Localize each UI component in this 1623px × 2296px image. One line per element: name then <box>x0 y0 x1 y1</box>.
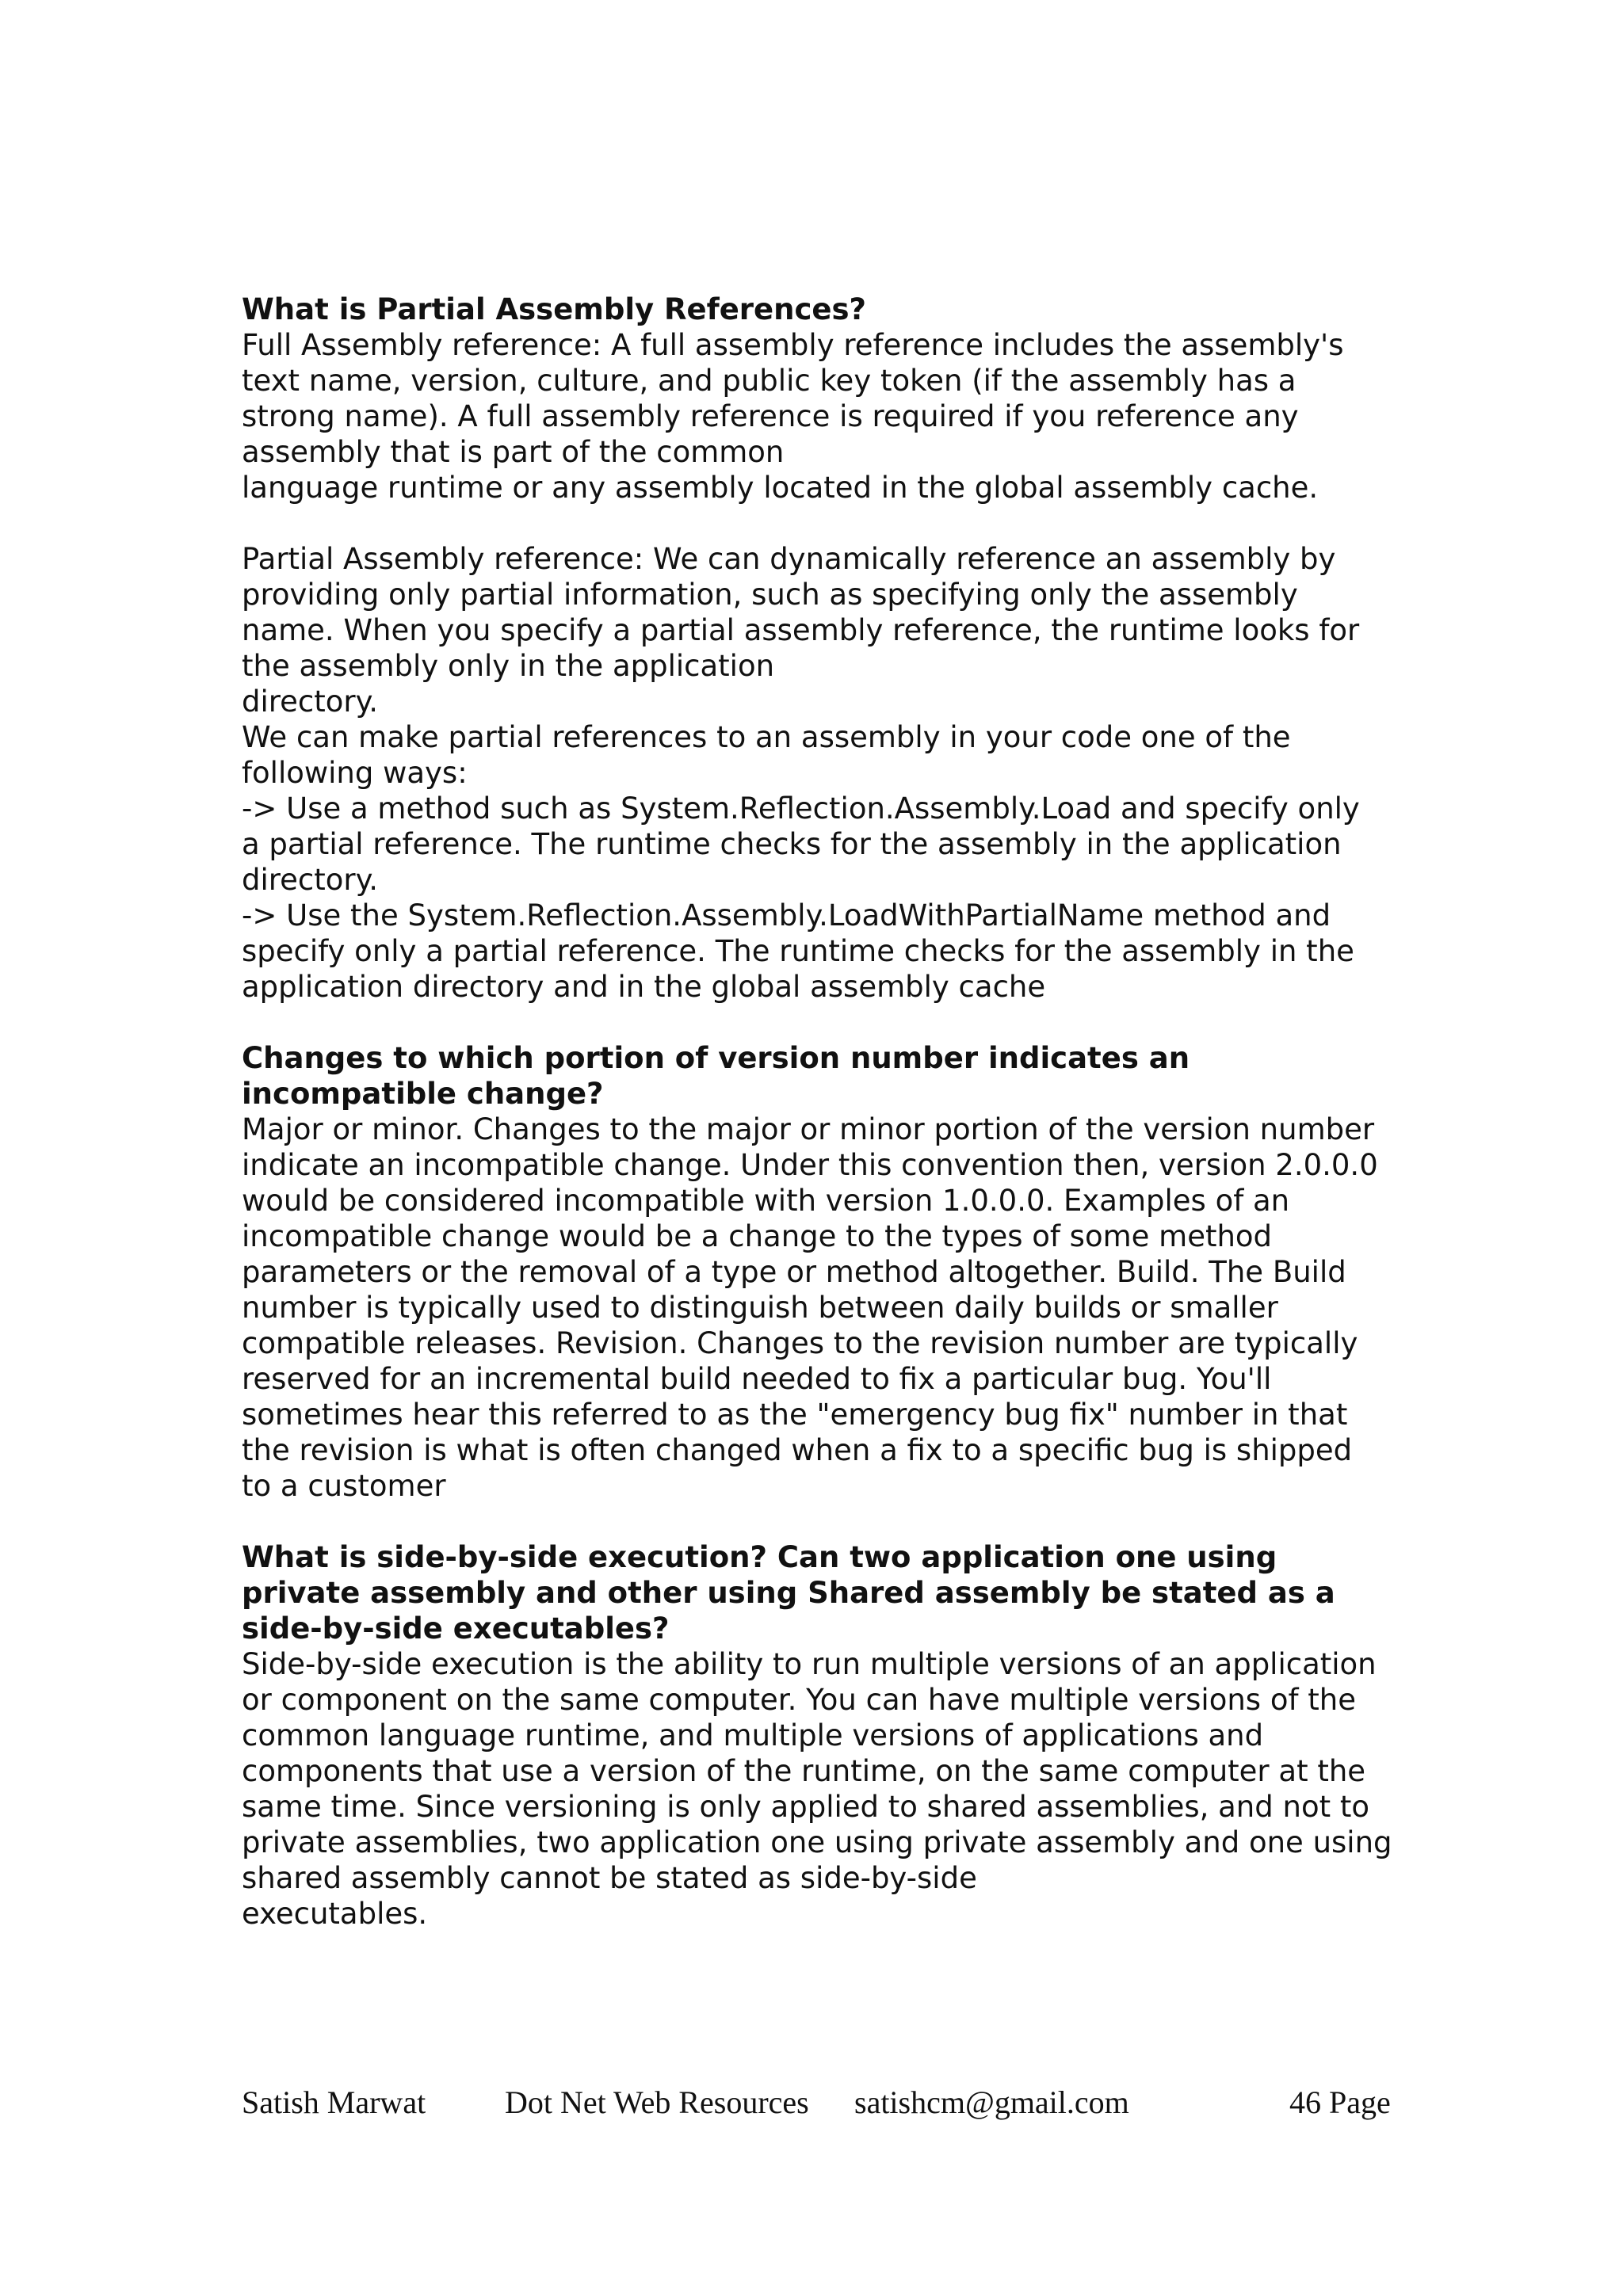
text-line: language runtime or any assembly located in the global assembly cache. <box>242 471 1319 505</box>
text-line: would be considered incompatible with version 1.0.0.0. Examples of an <box>242 1184 1290 1218</box>
text-line: providing only partial information, such as specifying only the assembly <box>242 578 1298 612</box>
page-footer <box>0 2084 1623 2123</box>
text-line: compatible releases. Revision. Changes to the revision number are typically <box>242 1326 1358 1360</box>
question-heading: Changes to which portion of version number indicates an <box>242 1041 1190 1075</box>
question-heading: private assembly and other using Shared assembly be stated as a <box>242 1576 1335 1610</box>
text-line: Full Assembly reference: A full assembly reference includes the assembly's <box>242 328 1344 362</box>
text-line: We can make partial references to an assembly in your code one of the <box>242 720 1291 754</box>
text-line: Major or minor. Changes to the major or minor portion of the version number <box>242 1112 1375 1146</box>
footer-page-number: 46 Page <box>1289 2084 1391 2120</box>
document-body <box>242 292 1407 1967</box>
qa-section <box>242 1539 1407 1932</box>
text-line: specify only a partial reference. The runtime checks for the assembly in the <box>242 934 1354 968</box>
text-line: common language runtime, and multiple versions of applications and <box>242 1718 1264 1753</box>
question-heading: What is Partial Assembly References? <box>242 292 866 326</box>
text-line: incompatible change would be a change to the types of some method <box>242 1219 1273 1253</box>
text-line: -> Use a method such as System.Reflection.Assembly.Load and specify only <box>242 791 1360 826</box>
qa-section <box>242 292 1407 1005</box>
text-line: name. When you specify a partial assembly reference, the runtime looks for <box>242 613 1360 647</box>
text-line: private assemblies, two application one using private assembly and one using <box>242 1825 1392 1859</box>
text-line: reserved for an incremental build needed to fix a particular bug. You'll <box>242 1362 1272 1396</box>
text-line: to a customer <box>242 1469 446 1503</box>
footer-author: Satish Marwat <box>242 2084 426 2120</box>
question-heading: side-by-side executables? <box>242 1611 670 1646</box>
question-heading: incompatible change? <box>242 1077 604 1111</box>
text-line: directory. <box>242 685 379 719</box>
text-line: same time. Since versioning is only applied to shared assemblies, and not to <box>242 1790 1370 1824</box>
qa-section <box>242 1040 1407 1504</box>
text-line: a partial reference. The runtime checks for the assembly in the application <box>242 827 1342 861</box>
footer-title: Dot Net Web Resources <box>505 2084 809 2120</box>
text-line: executables. <box>242 1897 428 1931</box>
answer-paragraph <box>242 327 1407 505</box>
text-line: Side-by-side execution is the ability to run multiple versions of an application <box>242 1647 1377 1681</box>
text-line: -> Use the System.Reflection.Assembly.LoadWithPartialName method and <box>242 898 1331 933</box>
text-line: indicate an incompatible change. Under this convention then, version 2.0.0.0 <box>242 1148 1378 1182</box>
text-line: components that use a version of the runtime, on the same computer at the <box>242 1754 1366 1788</box>
paragraph-gap <box>242 505 1407 541</box>
text-line: shared assembly cannot be stated as side-by-side <box>242 1861 977 1895</box>
text-line: or component on the same computer. You can have multiple versions of the <box>242 1683 1356 1717</box>
text-line: following ways: <box>242 756 468 790</box>
text-line: text name, version, culture, and public key token (if the assembly has a <box>242 364 1296 398</box>
answer-paragraph <box>242 1112 1407 1504</box>
text-line: assembly that is part of the common <box>242 435 785 469</box>
text-line: the revision is what is often changed when a fix to a specific bug is shipped <box>242 1433 1353 1467</box>
text-line: number is typically used to distinguish between daily builds or smaller <box>242 1291 1278 1325</box>
footer-email: satishcm@gmail.com <box>854 2084 1129 2120</box>
text-line: Partial Assembly reference: We can dynamically reference an assembly by <box>242 542 1336 576</box>
text-line: directory. <box>242 863 379 897</box>
answer-paragraph <box>242 541 1407 1005</box>
text-line: application directory and in the global assembly cache <box>242 970 1046 1004</box>
question-heading: What is side-by-side execution? Can two application one using <box>242 1540 1277 1574</box>
text-line: parameters or the removal of a type or method altogether. Build. The Build <box>242 1255 1346 1289</box>
text-line: sometimes hear this referred to as the "emergency bug fix" number in that <box>242 1398 1348 1432</box>
text-line: the assembly only in the application <box>242 649 775 683</box>
answer-paragraph <box>242 1646 1407 1932</box>
text-line: strong name). A full assembly reference is required if you reference any <box>242 399 1299 433</box>
